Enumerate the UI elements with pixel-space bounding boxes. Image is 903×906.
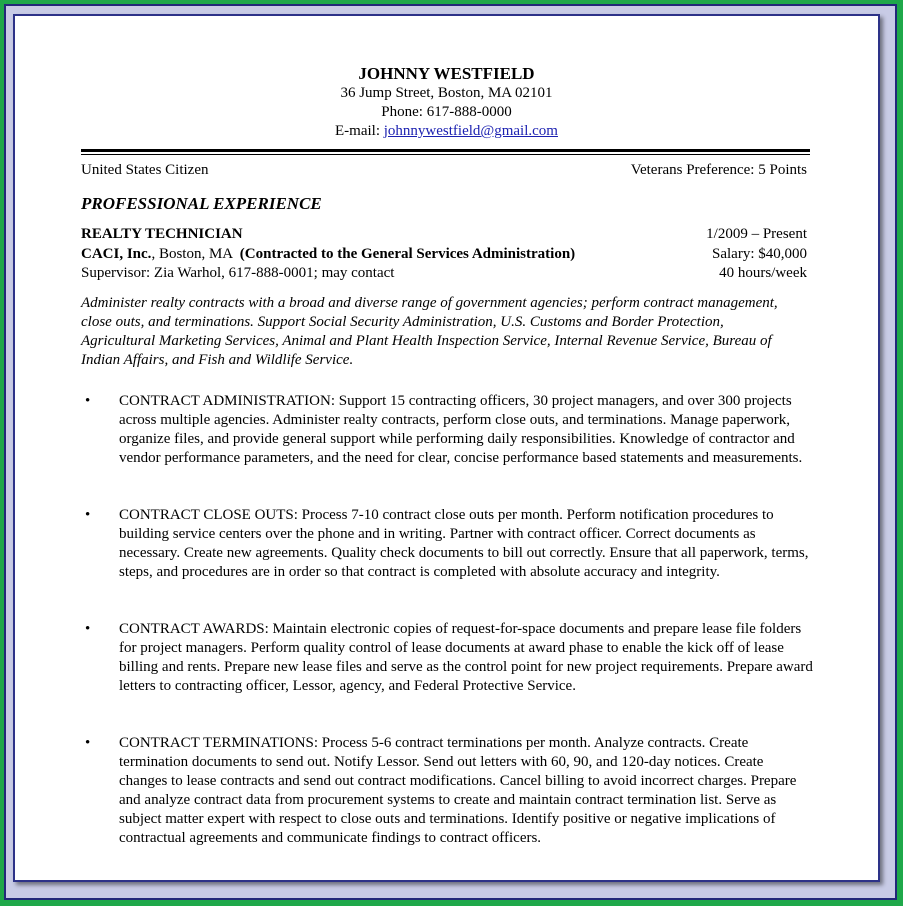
bullet-icon: • <box>85 393 91 409</box>
job-title-row <box>81 225 807 244</box>
bullet-icon: • <box>85 621 91 637</box>
address: 36 Jump Street, Boston, MA 02101 <box>340 85 553 101</box>
bullet-icon: • <box>85 507 91 523</box>
email-link[interactable]: johnnywestfield@gmail.com <box>383 123 558 139</box>
company-location: , Boston, MA <box>151 246 240 262</box>
hours: 40 hours/week <box>719 265 807 281</box>
divider-thin <box>81 154 810 155</box>
bullet-contract-awards: CONTRACT AWARDS: Maintain electronic copies of request-for-space documents and prepare lease file folders for project managers. Perform quality control of lease documents at award phase to enable the kick off of lease billing and rents. Prepare new lease files and serve as the control point for new project requirements. Prepare award letters to contracting officer, Lessor, agency, and Federal Protective Service. <box>119 621 813 694</box>
contract-note: (Contracted to the General Services Administration) <box>239 246 576 262</box>
resume-page <box>13 14 880 882</box>
phone: Phone: 617-888-0000 <box>381 104 512 120</box>
bullet-contract-administration: CONTRACT ADMINISTRATION: Support 15 contracting officers, 30 project managers, and over 300 projects across multiple agencies. Administer realty contracts, perform close outs, and terminations. Manage paperwork, organize files, and provide general support while performing daily responsibilities. Knowledge of contractor and vendor performance parameters, and the need for clear, concise performance based statements and measurements. <box>119 393 803 466</box>
divider-thick <box>81 149 810 152</box>
company-row <box>81 245 807 264</box>
email-line <box>15 122 878 141</box>
veterans-preference: Veterans Preference: 5 Points <box>630 162 807 178</box>
bullet-contract-close-outs: CONTRACT CLOSE OUTS: Process 7-10 contract close outs per month. Perform notification procedures to building service centers over the phone and in writing. Partner with contract officer. Correct documents as necessary. Create new agreements. Quality check documents to bill out correctly. Ensure that all paperwork, terms, steps, and procedures are in order so that contract is completed with absolute accuracy and integrity. <box>119 507 809 580</box>
applicant-name: JOHNNY WESTFIELD <box>358 64 535 83</box>
job-dates: 1/2009 – Present <box>706 226 807 242</box>
job-title: REALTY TECHNICIAN <box>81 226 243 242</box>
section-title: PROFESSIONAL EXPERIENCE <box>81 194 322 213</box>
email-label: E-mail: <box>335 123 381 139</box>
contact-header <box>15 64 878 141</box>
job-summary: Administer realty contracts with a broad and diverse range of government agencies; perform contract management, close outs, and terminations. Support Social Security Administration, U.S. Customs and Border Protection, Agricultural Marketing Services, Animal and Plant Health Inspection Service, Internal Revenue Service, Bureau of Indian Affairs, and Fish and Wildlife Service. <box>81 295 778 368</box>
supervisor: Supervisor: Zia Warhol, 617-888-0001; may contact <box>81 265 395 281</box>
company-name: CACI, Inc. <box>81 246 152 262</box>
salary: Salary: $40,000 <box>712 246 807 262</box>
supervisor-row <box>81 264 807 283</box>
bullet-icon: • <box>85 735 91 751</box>
citizenship: United States Citizen <box>81 162 209 178</box>
status-row <box>81 161 807 180</box>
bullet-contract-terminations: CONTRACT TERMINATIONS: Process 5-6 contract terminations per month. Analyze contracts. Create termination documents to send out. Notify Lessor. Send out letters with 60, 90, and 120-day notices. Create changes to lease contracts and send out contract modifications. Cancel billing to avoid incorrect charges. Prepare and analyze contract data from procurement systems to create and maintain contract termination list. Serve as subject matter expert with respect to close outs and terminations. Identify positive or negative implications of contractual agreements and communicate findings to contract officers. <box>119 735 797 846</box>
